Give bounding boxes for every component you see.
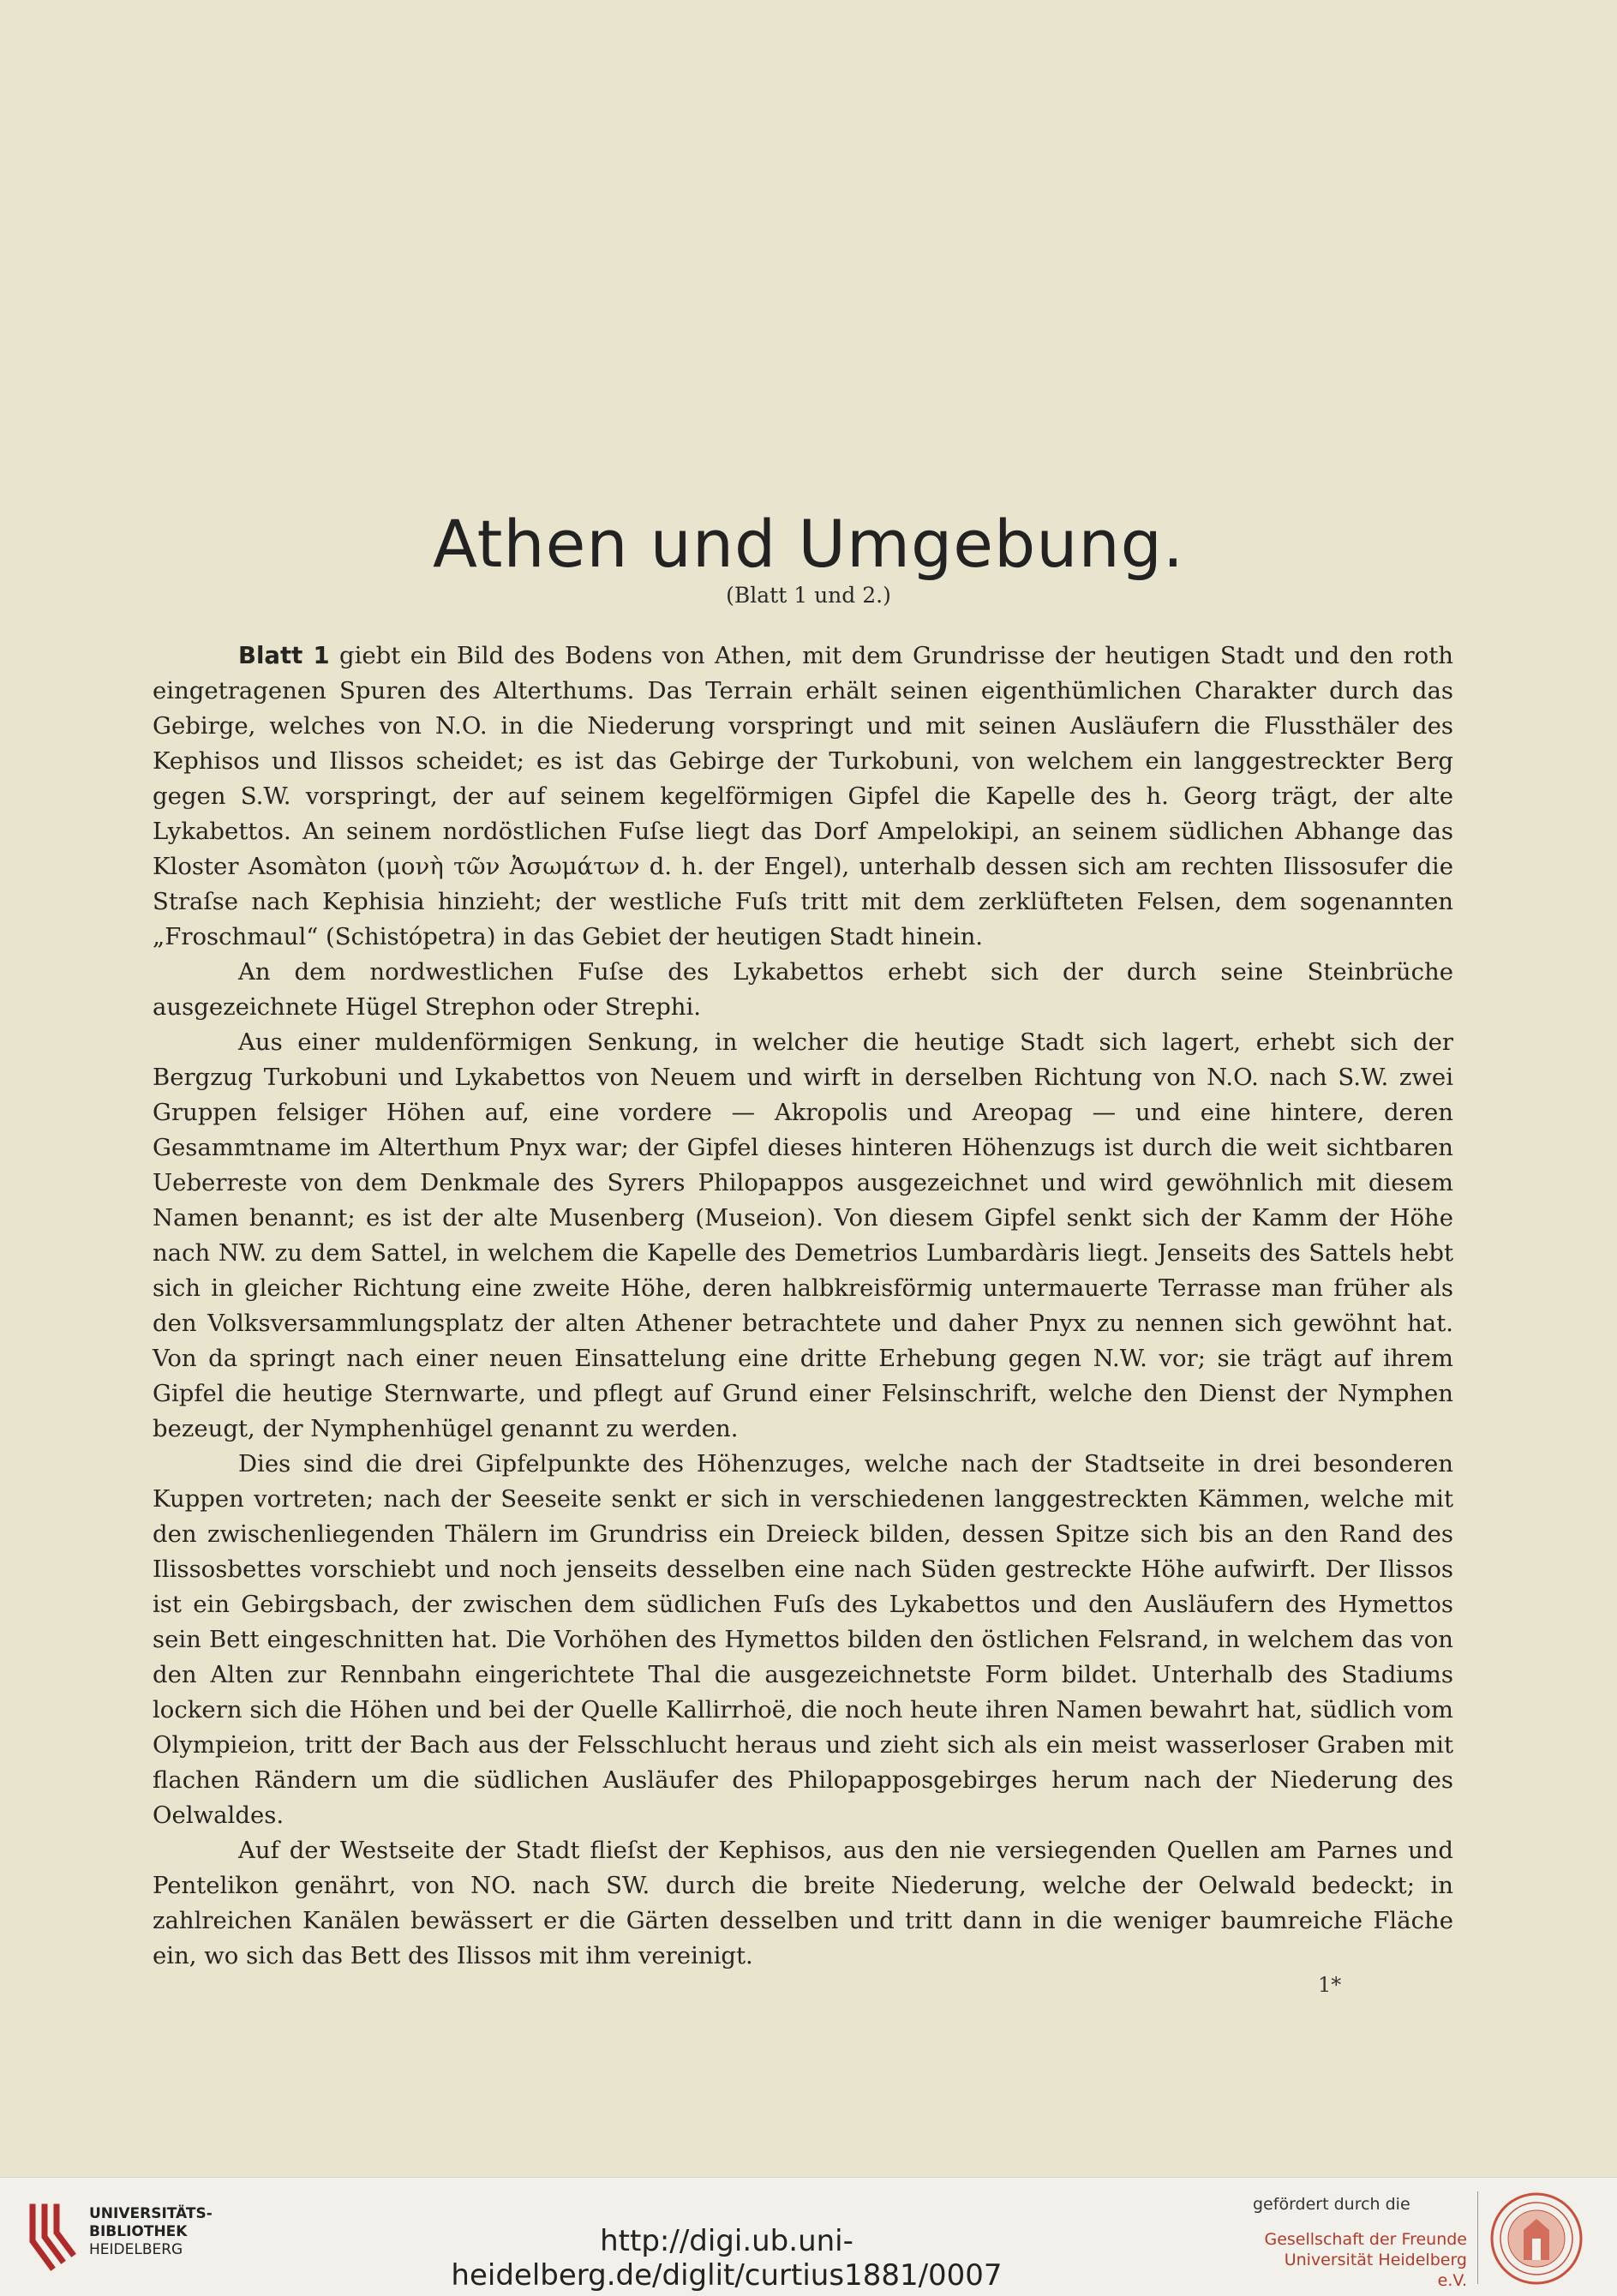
paragraph: [153, 1833, 1453, 1974]
paragraph: [153, 638, 1453, 955]
footer-divider: [1477, 2191, 1478, 2284]
page-subtitle: (Blatt 1 und 2.): [726, 583, 891, 608]
library-line: HEIDELBERG: [89, 2241, 183, 2258]
paragraph-text: An dem nordwestlichen Fuſse des Lykabettos erhebt sich der durch seine Steinbrüche ausgezeichnete Hügel Strephon oder Strephi.: [153, 958, 1453, 1021]
footer-bar: [0, 2177, 1617, 2296]
paragraph-text: Aus einer muldenförmigen Senkung, in welcher die heutige Stadt sich lagert, erhebt sich der Bergzug Turkobuni und Lykabettos von Neuem und wirft in derselben Richtung von N.O. nach S.W. zwei Gruppen felsiger Höhen auf, eine vordere — Akropolis und Areopag — und eine hintere, deren Gesammtname im Alterthum Pnyx war; der Gipfel dieses hinteren Höhenzugs ist durch die weit sichtbaren Ueberreste von dem Denkmale des Syrers Philopappos ausgezeichnet und wird gewöhnlich mit diesem Namen benannt; es ist der alte Musenberg (Museion). Von diesem Gipfel senkt sich der Kamm der Höhe nach NW. zu dem Sattel, in welchem die Kapelle des Demetrios Lumbardàris liegt. Jenseits des Sattels hebt sich in gleicher Richtung eine zweite Höhe, deren halbkreisförmig untermauerte Terrasse man früher als den Volksversammlungsplatz der alten Athener betrachtete und daher Pnyx zu nennen sich gewöhnt hat. Von da springt nach einer neuen Einsattelung eine dritte Erhebung gegen N.W. vor; sie trägt auf ihrem Gipfel die heutige Sternwarte, und pflegt auf Grund einer Felsinschrift, welche den Dienst der Nymphen bezeugt, der Nymphenhügel genannt zu werden.: [153, 1028, 1453, 1442]
society-name: [1253, 2229, 1467, 2291]
university-library-logo-icon: [26, 2198, 77, 2275]
university-seal-icon: [1489, 2191, 1584, 2286]
society-line: Gesellschaft der Freunde: [1264, 2230, 1467, 2249]
library-name: [89, 2205, 213, 2259]
sponsor-label: gefördert durch die: [1253, 2195, 1410, 2214]
page-number: 1*: [1318, 1973, 1342, 1997]
body-text: [153, 638, 1453, 1974]
page-title: Athen und Umgebung.: [432, 506, 1185, 582]
library-line: UNIVERSITÄTS-: [89, 2205, 213, 2222]
paragraph: [153, 955, 1453, 1025]
paragraph-text: Auf der Westseite der Stadt flieſst der Kephisos, aus den nie versiegenden Quellen am Parnes und Pentelikon genährt, von NO. nach SW. durch die breite Niederung, welche der Oelwald bedeckt; in zahlreichen Kanälen bewässert er die Gärten desselben und tritt dann in die weniger baumreiche Fläche ein, wo sich das Bett des Ilissos mit ihm vereinigt.: [153, 1837, 1453, 1969]
library-line: BIBLIOTHEK: [89, 2223, 188, 2240]
paragraph-text: giebt ein Bild des Bodens von Athen, mit dem Grundrisse der heutigen Stadt und den roth eingetragenen Spuren des Alterthums. Das Terrain erhält seinen eigenthümlichen Charakter durch das Gebirge, welches von N.O. in die Niederung vorspringt und mit seinen Ausläufern die Flussthäler des Kephisos und Ilissos scheidet; es ist das Gebirge der Turkobuni, von welchem ein langgestreckter Berg gegen S.W. vorspringt, der auf seinem kegelförmigen Gipfel die Kapelle des h. Georg trägt, der alte Lykabettos. An seinem nordöstlichen Fuſse liegt das Dorf Ampelokipi, an seinem südlichen Abhange das Kloster Asomàton (μονὴ τῶν Ἀσωμάτων d. h. der Engel), unterhalb dessen sich am rechten Ilissosufer die Straſse nach Kephisia hinzieht; der westliche Fuſs tritt mit dem zerklüfteten Felsen, dem sogenannten „Froschmaul“ (Schistópetra) in das Gebiet der heutigen Stadt hinein.: [153, 642, 1453, 950]
paragraph-lead: Blatt 1: [238, 642, 330, 669]
permalink-url[interactable]: http://digi.ub.uni-heidelberg.de/diglit/curtius1881/0007: [451, 2224, 1003, 2293]
paragraph: [153, 1025, 1453, 1447]
society-line: Universität Heidelberg e.V.: [1284, 2251, 1467, 2290]
paragraph-text: Dies sind die drei Gipfelpunkte des Höhenzuges, welche nach der Stadtseite in drei besonderen Kuppen vortreten; nach der Seeseite senkt er sich in verschiedenen langgestreckten Kämmen, welche mit den zwischenliegenden Thälern im Grundriss ein Dreieck bilden, dessen Spitze sich bis an den Rand des Ilissosbettes vorschiebt und noch jenseits desselben eine nach Süden gestreckte Höhe aufwirft. Der Ilissos ist ein Gebirgsbach, der zwischen dem südlichen Fuſs des Lykabettos und den Ausläufern des Hymettos sein Bett eingeschnitten hat. Die Vorhöhen des Hymettos bilden den östlichen Felsrand, in welchem das von den Alten zur Rennbahn eingerichtete Thal die ausgezeichnetste Form bildet. Unterhalb des Stadiums lockern sich die Höhen und bei der Quelle Kallirrhoë, die noch heute ihren Namen bewahrt hat, südlich vom Olympieion, tritt der Bach aus der Felsschlucht heraus und zieht sich als ein meist wasserloser Graben mit flachen Rändern um die südlichen Ausläufer des Philopapposgebirges herum nach der Niederung des Oelwaldes.: [153, 1450, 1453, 1829]
paragraph: [153, 1447, 1453, 1833]
